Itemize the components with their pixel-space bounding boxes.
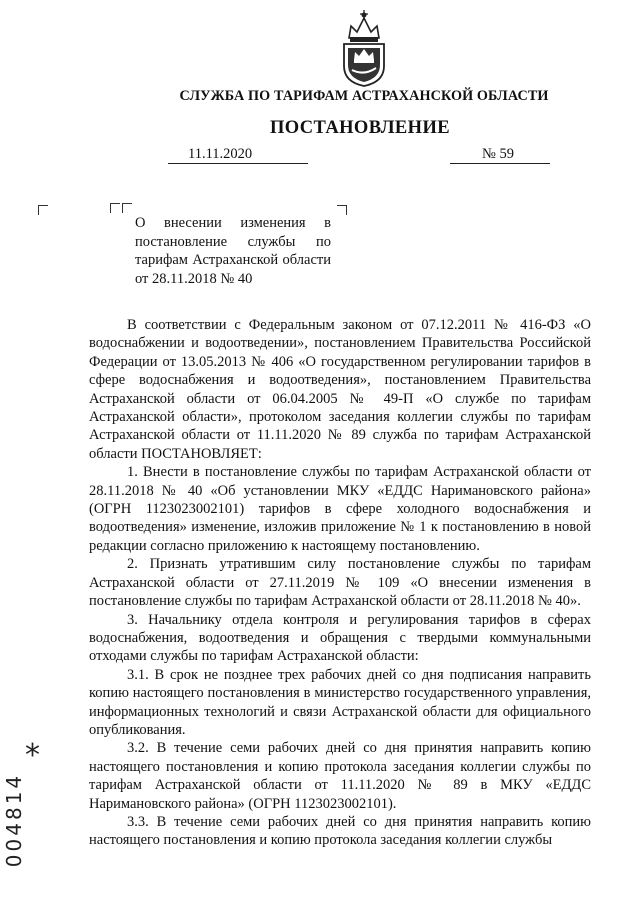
margin-serial-number: 004814: [2, 772, 26, 868]
document-type-heading: ПОСТАНОВЛЕНИЕ: [269, 118, 450, 138]
coat-of-arms-emblem: [333, 8, 395, 88]
clause-3-1: 3.1. В срок не позднее трех рабочих дней со дня подписания направить копию настоящего постановления в министерство государственного управления, информационных технологий и связи Астраханской области для официального опубликования.: [89, 666, 591, 738]
corner-mark: [337, 205, 347, 215]
margin-star-mark: *: [25, 738, 40, 773]
corner-mark: [110, 203, 120, 213]
corner-mark: [38, 205, 48, 215]
clause-3: 3. Начальнику отдела контроля и регулирования тарифов в сферах водоснабжения, водоотведения и обращения с твердыми коммунальными отходами службы по тарифам Астраханской области:: [89, 611, 591, 665]
clause-2: 2. Признать утратившим силу постановление службы по тарифам Астраханской области от 27.11.2019 № 109 «О внесении изменения в постановление службы по тарифам Астраханской области от 28.11.2018 № 40».: [89, 556, 591, 610]
clause-3-2: 3.2. В течение семи рабочих дней со дня принятия направить копию настоящего постановления и копию протокола заседания коллегии службы по тарифам Астраханской области от 11.11.2020 № 89 в МКУ «ЕДДС Наримановского района» (ОГРН 1123023002101).: [89, 740, 591, 812]
organization-title: СЛУЖБА ПО ТАРИФАМ АСТРАХАНСКОЙ ОБЛАСТИ: [179, 88, 549, 104]
document-number: № 59: [450, 145, 550, 164]
document-subject: О внесении изменения в постановление службы по тарифам Астраханской области от 28.11.2018 № 40: [135, 215, 331, 287]
preamble-paragraph: В соответствии с Федеральным законом от 07.12.2011 № 416-ФЗ «О водоснабжении и водоотведении», постановлением Правительства Российской Федерации от 13.05.2013 № 406 «О государственном регулировании тарифов в сфере водоснабжения и водоотведения», постановлением Правительства Астраханской области от 06.04.2005 № 49-П «О службе по тарифам Астраханской области», протоколом заседания коллегии службы по тарифам Астраханской области от 11.11.2020 № 89 служба по тарифам Астраханской области ПОСТАНОВЛЯЕТ:: [89, 317, 591, 462]
document-body: [89, 316, 591, 850]
document-date: 11.11.2020: [168, 145, 308, 164]
clause-3-3: 3.3. В течение семи рабочих дней со дня принятия направить копию настоящего постановления и копию протокола заседания коллегии службы: [89, 813, 591, 849]
corner-mark: [122, 203, 132, 213]
clause-1: 1. Внести в постановление службы по тарифам Астраханской области от 28.11.2018 № 40 «Об установлении МКУ «ЕДДС Наримановского района» (ОГРН 1123023002101) тарифов в сфере холодного водоснабжения и водоотведения» изменение, изложив приложение № 1 к постановлению в новой редакции согласно приложению к настоящему постановлению.: [89, 464, 591, 554]
